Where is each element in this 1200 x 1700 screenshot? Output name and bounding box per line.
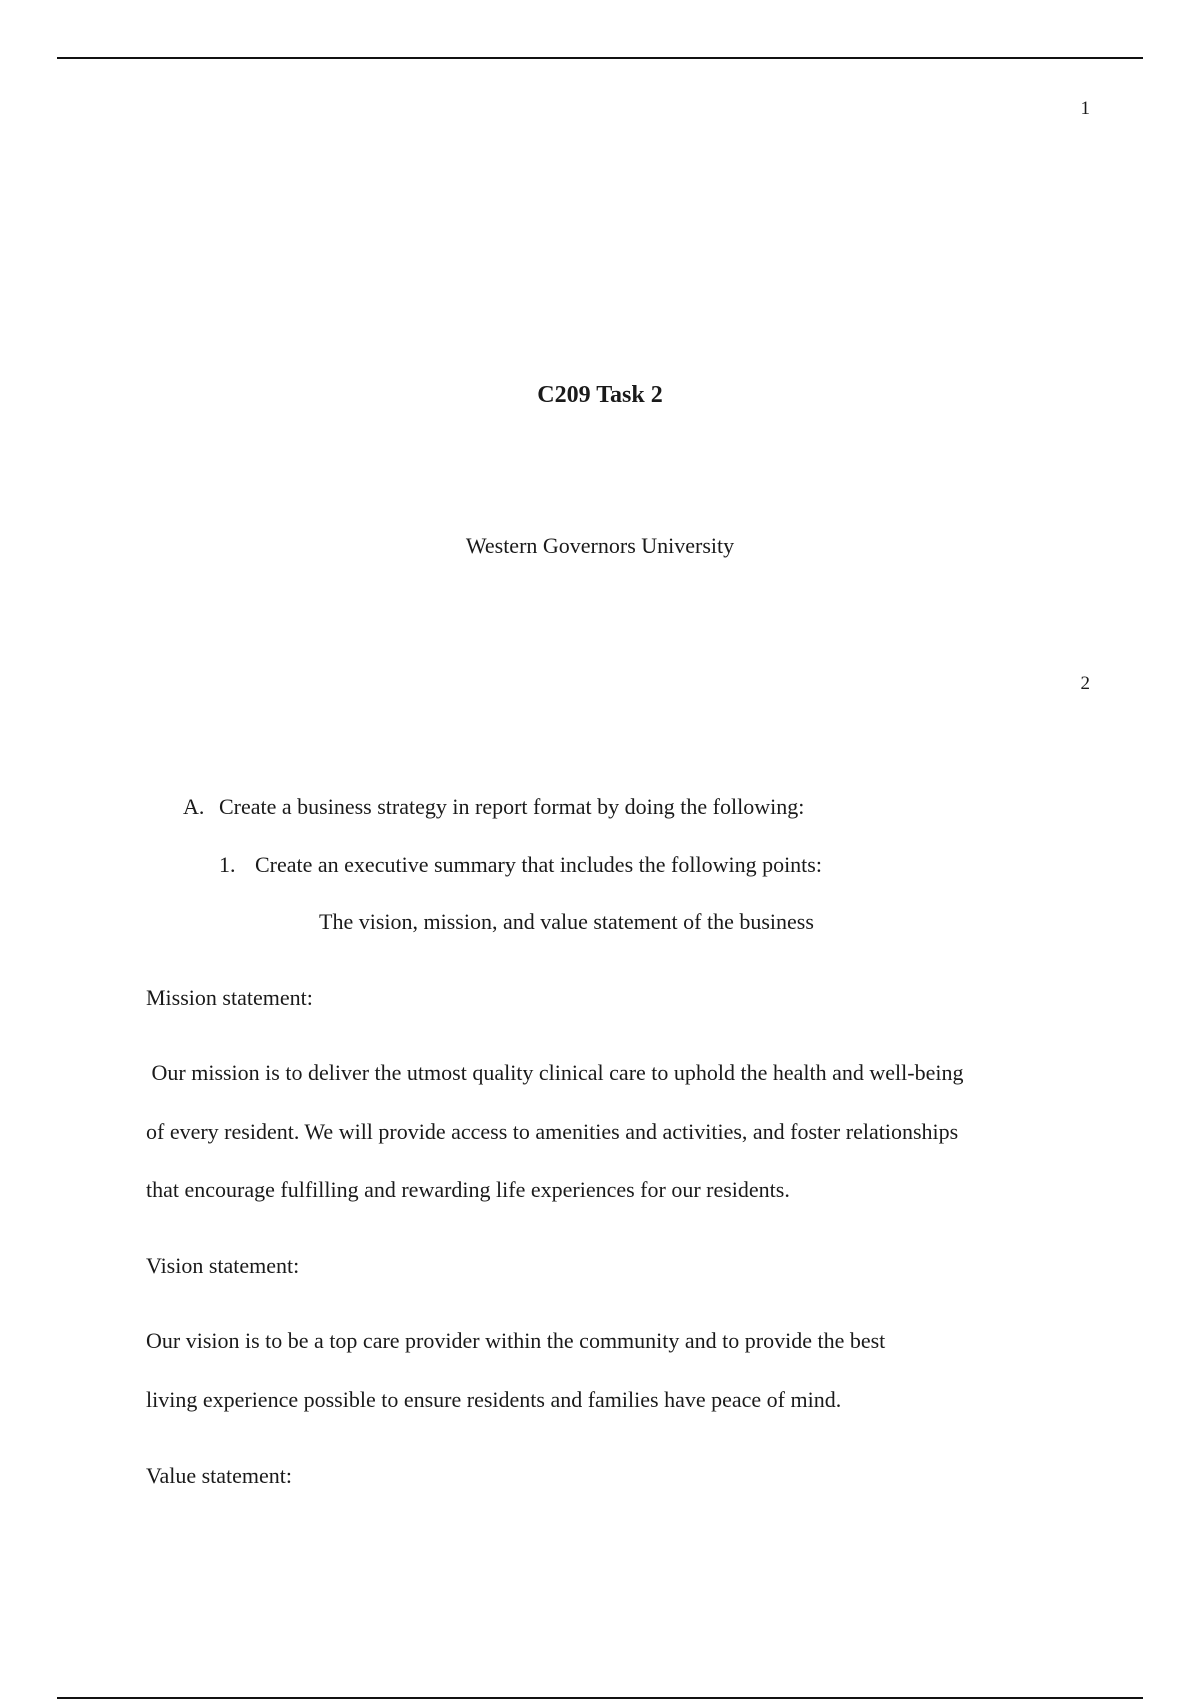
outline-subitem: The vision, mission, and value statement of the business xyxy=(319,909,814,934)
mission-heading: Mission statement: xyxy=(146,985,313,1010)
footer-rule xyxy=(57,1697,1143,1699)
paragraph-line: of every resident. We will provide access to amenities and activities, and foster relationships xyxy=(146,1118,959,1144)
document-title: C209 Task 2 xyxy=(537,382,663,408)
institution-name: Western Governors University xyxy=(465,533,735,558)
outline-item-a xyxy=(183,793,804,821)
paragraph-line: Our mission is to deliver the utmost quality clinical care to uphold the health and well-being xyxy=(146,1060,964,1085)
outline-marker: 1. xyxy=(219,852,236,877)
outline-text: Create an executive summary that includes the following points: xyxy=(255,852,822,877)
outline-marker: A. xyxy=(183,794,205,819)
paragraph-line: Our vision is to be a top care provider within the community and to provide the best xyxy=(146,1328,886,1353)
paragraph-line: that encourage fulfilling and rewarding life experiences for our residents. xyxy=(146,1177,790,1202)
page-number: 2 xyxy=(1080,673,1090,694)
header-rule xyxy=(57,57,1143,59)
outline-item-1 xyxy=(219,851,822,879)
outline-text: Create a business strategy in report format by doing the following: xyxy=(219,794,805,819)
page-number: 1 xyxy=(1080,98,1090,119)
mission-paragraph xyxy=(146,1044,1066,1220)
vision-paragraph xyxy=(146,1312,1066,1429)
value-heading: Value statement: xyxy=(146,1463,293,1488)
vision-heading: Vision statement: xyxy=(146,1253,300,1278)
paragraph-line: living experience possible to ensure residents and families have peace of mind. xyxy=(146,1386,842,1412)
